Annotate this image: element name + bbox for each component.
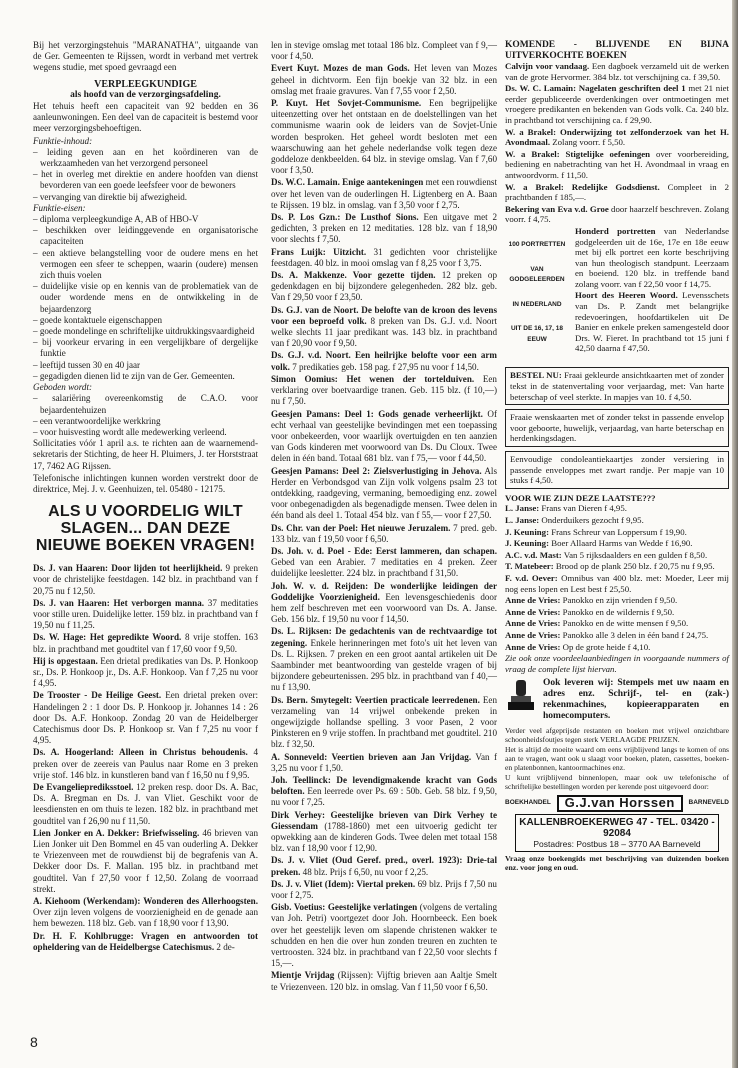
bestel-info: U kunt vrijblijvend binnenlopen, maar ook uw telefonische of schriftelijke bestellingen worden per kerende post uitgevoerd door: — [505, 773, 729, 792]
ad-label: UIT DE 16, 17, 18 EEUW — [510, 325, 564, 343]
vacancy-title: VERPLEEGKUNDIGE — [94, 78, 197, 90]
address-line-2: Postadres: Postbus 18 – 3770 AA Barneveld — [533, 838, 701, 849]
book-entry: A. Sonneveld: Veertien brieven aan Jan Vrijdag. Van f 3,25 nu voor f 1,50. — [271, 751, 497, 773]
store-logo: G.J.van Horssen — [557, 795, 683, 812]
portretten-text: Honderd portretten van Nederlandse godgeleerden uit de 16e, 17e en 18e eeuw met bij elk portret een korte beschrijving van hun theologisch standpunt. Leerzaam en boeiend. 120 blz. in treffende band zolang voorr. van f 22,50 voor f 14,75. Hoort des Heeren Woord. Levensschets van Ds. P. Zandt met belangrijke redevoeringen, hoofdartikelen uit De Banier en enkele preken samengesteld door Drs. W. Fieret. In prachtband tot 15 juni f 42,50 daarna f 47,50. — [575, 225, 729, 354]
book-entry: Calvijn voor vandaag. Een dagboek verzameld uit de werken van de grote Hervormer. 384 blz. tot verschijning ca. f 39,50. — [505, 61, 729, 82]
laatste-item: F. v.d. Oever: Omnibus van 400 blz. met: Moeder, Leer mij nog eens lopen en Lest best f 25,50. — [505, 572, 729, 594]
zie-ook: Zie ook onze voordeelaanbiedingen in voorgaande nummers of vraag de complete lijst hiervan. — [505, 653, 729, 674]
book-entry: Evert Kuyt. Mozes de man Gods. Het leven van Mozes geheel in dichtvorm. Een fijn boekje van 32 blz. in een omslag met fraaie gravures. Van f 7,55 voor f 2,50. — [271, 63, 497, 96]
book-entry: Ds. G.J. van de Noort. De belofte van de kroon des levens voor een beproefd volk. 8 preken van Ds. G.J. v.d. Noort welke slechts 11 jaar predikant was. 143 blz. in prachtband van f 20,90 voor f 9,50. — [271, 304, 497, 349]
book-entry: Lien Jonker en A. Dekker: Briefwisseling. 46 brieven van Lien Jonker uit Den Bommel en 45 van ouderling A. Dekker te Vriezenveen met de rouwdienst bij de begrafenis van A. Dekker door Ds. F. Mallan. 195 blz. in prachtband met goudtitel. Van f 27,50 voor f 12,50. Zolang de voorraad strekt. — [33, 827, 259, 894]
book-entry: Dirk Verhey: Geestelijke brieven van Dirk Verhey te Giessendam (1788-1860) met een uitvoerig gedicht ter opwekking aan de kinderen Gods. Twee delen met totaal 158 blz. van f 18,90 voor f 12,90. — [271, 809, 497, 854]
book-entry: Ds. Bern. Smytegelt: Veertien practicale leerredenen. Een verzameling van 14 vrijwel onbekende preken in ongewijzigde hollandse spelling. 3 voor Pasen, 2 voor Pinksteren en 9 vrije stoffen. In prachtband met goudtitel. 210 blz. f 32,50. — [271, 694, 497, 750]
book-entry: P. Kuyt. Het Sovjet-Communisme. Een begrijpelijke uiteenzetting over het ontstaan en de doelstellingen van het communisme waarin ook de leiders van de Sovjet-Unie worden besproken. Het geheel wordt besloten met een waarschuwing aan het gehele nederlandse volk tegen deze goddeloze denkbeelden. 64 blz. in stevige omslag. Van f 7,60 voor f 3,50. — [271, 98, 497, 176]
book-entry: W. a Brakel: Redelijke Godsdienst. Compleet in 2 prachtbanden f 185,—. — [505, 181, 729, 203]
address-line-1: KALLENBROEKERWEG 47 - TEL. 03420 - 92084 — [519, 816, 715, 839]
list-item: – goede mondelinge en schriftelijke uitdrukkingsvaardigheid — [33, 326, 258, 337]
list-item: – diploma verpleegkundige A, AB of HBO-V — [33, 214, 258, 225]
funktie-label: Funktie-inhoud: — [33, 135, 93, 146]
page-number: 8 — [30, 1034, 38, 1050]
wenskaarten-box: Fraaie wenskaarten met of zonder tekst in passende envelop voor geboorte, huwelijk, verjaardag, van harte beterschap en herdenkingsdagen. — [505, 409, 729, 447]
headline: ALS U VOORDELIG WILT SLAGEN... DAN DEZE NIEUWE BOEKEN VRAGEN! — [35, 503, 256, 555]
book-entry: Joh. Teellinck: De levendigmakende kracht van Gods beloften. Een leerrede over Ps. 69 : 50b. Geb. 58 blz. f 9,50, nu voor f 7,25. — [271, 775, 497, 808]
footer-note: Vraag onze boekengids met beschrijving van duizenden boeken enz. voor jong en oud. — [505, 853, 729, 873]
book-entry: A. Kiehoom (Werkendam): Wonderen des Allerhoogsten. Over zijn leven volgens de voorzienigheid en de genade aan hem bewezen. 118 blz. Geb. van f 18,90 voor f 13,90. — [33, 896, 258, 929]
book-entry: Ds. G.J. v.d. Noort. Een heilrijke belofte voor een arm volk. 7 predikaties geb. 158 pag. f 27,95 nu voor f 14,50. — [271, 350, 497, 372]
list-item: – een aktieve belangstelling voor de oudere mens en het vermogen een sfeer te scheppen, waarin (oudere) mensen zich thuis voelen — [33, 248, 258, 282]
laatste-item: J. Keuning: Frans Schreur van Loppersum f 19,90. — [505, 526, 687, 537]
laatste-item: Anne de Vries: Panokko en zijn vrienden f 9,50. — [505, 595, 678, 606]
book-entry: Ds. W. C. Lamain: Nagelaten geschriften deel 1 met 21 niet eerder gepubliceerde overdenkingen over ontmoetingen met vroegere predikanten en bekenden van Gods volk. Ca. 240 blz. in prachtband tot verschijning ca. f 29,90. — [505, 83, 729, 125]
book-entry: Geesjen Pamans: Deel 2: Zielsverlustiging in Jehova. Als Herder en Verbondsgod van Zijn volk volgens psalm 23 tot ontdekking, raadgeving, vermaning, bemoediging enz. zowel voor onbegenadigden als begenadigde mensen. Twee delen in één band als deel 1. Totaal 454 blz. van f 55,— voor f 27,50. — [271, 465, 497, 521]
book-entry: Simon Oomius: Het wenen der tortelduiven. Een verklaring over boetvaardige tranen. Geb. 115 blz. (f 10,—) nu f 7,50. — [271, 373, 497, 407]
laatste-item: L. Janse: Onderduikers gezocht f 9,95. — [505, 515, 644, 525]
list-item: – beschikken over leidinggevende en organisatorische capaciteiten — [33, 225, 258, 247]
eisen-list — [33, 214, 258, 382]
column-1 — [33, 40, 258, 954]
book-entry: W. a Brakel: Stigtelijke oefeningen over voorbereiding, bediening en nabetrachting van het H. Avondmaal in vraag en antwoordvorm. f 11,50. — [505, 148, 729, 180]
komende-header: KOMENDE - BLIJVENDE EN BIJNA UITVERKOCHTE BOEKEN — [505, 40, 729, 61]
condoleance-box: Eenvoudige condoleantiekaartjes zonder versiering in passende enveloppes met zwart randje. Per mapje van 10 stuks f 4,50. — [505, 451, 729, 489]
book-entry: Ds. W.C. Lamain. Enige aantekeningen met een rouwdienst over het leven van de ouderlingen H. Ligtenberg en A. Baan te Rijssen. 19 blz. in omslag. van f 3,50 voor f 2,75. — [271, 177, 497, 210]
store-left: BOEKHANDEL — [505, 799, 551, 807]
eisen-label: Funktie-eisen: — [33, 202, 86, 213]
laatste-item: T. Matebeer: Brood op de plank 250 blz. f 20,75 nu f 9,95. — [505, 561, 715, 572]
book-entry: Hij is opgestaan. Een drietal predikaties van Ds. P. Honkoop sr., Ds. P. Honkoop jr., Ds. A.F. Honkoop. Van f 7,25 nu voor f 4,95. — [33, 655, 259, 689]
ad-label: VAN GODGELEERDEN — [509, 265, 565, 284]
sollicitaties: Sollicitaties vóór 1 april a.s. te richten aan de waarnemend-sekretaris der Stichting, de heer H. Pluimers, J. ter Horststraat 17, 7462 AG Rijssen. — [33, 438, 259, 471]
book-entry: De Trooster - De Heilige Geest. Een drietal preken over: Handelingen 2 : 1 door Ds. P. Honkoop jr. Johannes 14 : 26 door Ds. A.F. Honkoop. Zondag 20 van de Heidelberger Catechismus door Ds. P. Honkoop sr. Van f 7,25 nu voor f 4,95. — [33, 690, 258, 746]
list-item: – voor huisvesting wordt alle medewerking verleend. — [33, 427, 258, 438]
book-entry: Ds. A. Makkenze. Voor gezette tijden. 12 preken op gedenkdagen en bij bijzondere gelegenheden. 282 blz. geb. Van f 29,50 voor f 23,50. — [271, 270, 498, 303]
laatste-item: L. Janse: Frans van Dieren f 4,95. — [505, 503, 627, 514]
laatste-item: Anne de Vries: Panokko en de wildernis f 9,50. — [505, 606, 675, 617]
column-3 — [505, 40, 729, 873]
page-edge — [732, 0, 738, 1068]
list-item: – leeftijd tussen 30 en 40 jaar — [33, 360, 258, 371]
book-entry: Gisb. Voetius: Geestelijke verlatingen (volgens de vertaling van Joh. Petri) voortgezet door Joh. Hoornbeeck. Een boek over het geestelijk leven om slapende christenen wakker te schudden en hen die over hun zonden treuren en zuchten te vertroosten. 324 blz. in prachtband van f 22,50 voor slechts f 15,—. — [271, 902, 497, 969]
stamp-icon — [505, 678, 537, 718]
book-entry: Ds. Chr. van der Poel: Het nieuwe Jeruzalem. 7 pred. geb. 133 blz. van f 19,50 voor f 6,50. — [271, 522, 498, 544]
laatste-item: A.C. v.d. Mast: Van 5 rijksdaalders en een gulden f 8,50. — [505, 549, 708, 560]
book-entry: Geesjen Pamans: Deel 1: Gods genade verheerlijkt. Of echt verhaal van geestelijke bevindingen met een toepassing voor onbekeerden, voor waarlijk overtuigden en ten aanzien van Gods kinderen met voorwoord van Ds. Du Cloux. Twee delen in één band. Totaal 681 blz. van f 75,— voor f 44,50. — [271, 408, 498, 464]
funktie-list — [33, 147, 258, 203]
book-entry: De Evangelieprediksstoel. 12 preken resp. door Ds. A. Bac, Ds. A. Bregman en Ds. J. van Vliet. Geschikt voor de leesdiensten en om thuis te lezen. 182 blz. in prachtband met goudtitel van f 26,90 nu f 11,50. — [33, 781, 258, 826]
capacity-text: Het tehuis heeft een capaciteit van 92 bedden en 36 aanleunwoningen. Een deel van de capaciteit is bestemd voor meer verzorgingsbehoeftigen. — [33, 101, 258, 134]
list-item: – goede kontaktuele eigenschappen — [33, 315, 258, 326]
portretten-ad — [505, 226, 729, 360]
stempel-ad — [505, 678, 729, 722]
adres-info: Het is altijd de moeite waard om eens vrijblijvend langs te komen of ons aan te vragen, want ook u slaagt voor boeken, platen, cassettes, boeken- en platenbonnen, kantoormachines enz. — [505, 745, 729, 773]
book-entry: Ds. W. Hage: Het gepredikte Woord. 8 vrije stoffen. 163 blz. in prachtband met goudtitel van f 17,60 voor f 9,50. — [33, 632, 258, 654]
verder-text: Verder veel afgeprijsde restanten en boeken met vrijwel onzichtbare schoonheidsfoutjes tegen sterk VERLAAGDE PRIJZEN. — [505, 726, 729, 745]
laatste-title: VOOR WIE ZIJN DEZE LAATSTE??? — [505, 492, 656, 503]
book-list-1 — [33, 563, 258, 953]
telefonisch: Telefonische inlichtingen kunnen worden verstrekt door de direktrice, Mej. J. v. Geenhuizen, tel. 05480 - 12175. — [33, 472, 258, 494]
geboden-label: Geboden wordt: — [33, 382, 93, 393]
book-entry: Dr. H. F. Kohlbrugge: Vragen en antwoorden tot opheldering van de Heidelbergse Catechismus. 2 de- — [33, 930, 258, 952]
laatste-item: J. Keuning: Boer Allaard Harms van Wedde f 16,90. — [505, 538, 693, 549]
store-right: BARNEVELD — [688, 799, 729, 807]
list-item: – een verantwoordelijke werkkring — [33, 416, 258, 427]
book-entry: Ds. J. v. Vliet (Oud Geref. pred., overl. 1923): Drie-tal preken. 48 blz. Prijs f 6,50, nu voor f 2,25. — [271, 855, 497, 877]
list-item: – vervanging van direktie bij afwezigheid. — [33, 192, 258, 203]
store-address — [515, 814, 719, 852]
book-entry: Ds. A. Hoogerland: Alleen in Christus behoudenis. 4 preken over de zeereis van Paulus naar Rome en 3 preken vrije stof. 146 blz. in kunstleren band van f 16,50 nu f 9,95. — [33, 747, 258, 780]
book-entry: len in stevige omslag met totaal 186 blz. Compleet van f 9,— voor f 4,50. — [271, 40, 497, 62]
column-2 — [271, 40, 497, 994]
list-item: – duidelijke visie op en kennis van de problematiek van de ouder wordende mens en de ontwikkeling in de bejaardenzorg — [33, 281, 258, 315]
book-entry: Ds. Joh. v. d. Poel - Ede: Eerst lammeren, dan schapen. Gebed van een Arabier. 7 meditaties en 4 preken. Zeer duidelijke leesletter. 224 blz. in prachtband f 31,50. — [271, 545, 497, 579]
book-entry: W. a Brakel: Onderwijzing tot zelfonderzoek van het H. Avondmaal. Zolang voorr. f 5,50. — [505, 126, 729, 148]
geboden-list — [33, 393, 258, 438]
list-item: – gegadigden dienen lid te zijn van de Ger. Gemeenten. — [33, 371, 258, 382]
stempel-text: Ook leveren wij: Stempels met uw naam en adres enz. Schrijf-, tel- en (zak-) rekenmachines, kopieerapparaten en homecomputers. — [543, 678, 729, 722]
book-entry: Ds. J. v. Vliet (Idem): Viertal preken. 69 blz. Prijs f 7,50 nu voor f 2,75. — [271, 878, 497, 901]
laatste-item: Anne de Vries: Panokko alle 3 delen in één band f 24,75. — [505, 629, 709, 640]
book-entry: Ds. L. Rijksen: De gedachtenis van de rechtvaardige tot zegening. Enkele herinneringen met foto's uit het leven van Ds. L. Rijksen. 7 preken en een groot aantal artikelen uit De Saambinder met beantwoording van gestelde vragen of bij bijzondere gebeurtenissen. 295 blz. in prachtband van f 40,— nu f 13,90. — [271, 626, 497, 693]
ad-label: 100 PORTRETTEN — [508, 240, 566, 248]
book-entry: Joh. W. v. d. Reijden: De wonderlijke leidingen der Goddelijke Voorzienigheid. Een levensgeschiedenis door hem zelf beschreven met een voorwoord van Ds. A. Janse. Geb. 156 blz. f 19,50 nu voor f 14,50. — [271, 580, 497, 625]
vacancy-subtitle: als hoofd van de verzorgingsafdeling. — [70, 89, 221, 100]
list-item: – het in overleg met direktie en andere hoofden van dienst bevorderen van een goede leefsfeer voor de bewoners — [33, 169, 258, 191]
intro: Bij het verzorgingstehuis "MARANATHA", uitgaande van de Ger. Gemeenten te Rijssen, wordt in verband met vertrek wegens studie, met spoed gevraagd een — [33, 40, 258, 73]
book-entry: Ds. P. Los Gzn.: De Lusthof Sions. Een uitgave met 2 gedichten, 3 preken en 12 meditaties. 128 blz. van f 18,90 voor slechts f 7,50. — [271, 212, 497, 245]
book-entry: Frans Luijk: Uitzicht. 31 gedichten voor christelijke feestdagen. 40 blz. in mooi omslag van f 8,25 voor f 3,75. — [271, 246, 497, 268]
laatste-item: Anne de Vries: Panokko en de witte mensen f 9,50. — [505, 618, 689, 629]
list-item: – salariëring overeenkomstig de C.A.O. voor bejaardentehuizen — [33, 393, 258, 415]
bestel-box: BESTEL NU: Fraai gekleurde ansichtkaarten met of zonder tekst in de statenvertaling voor verjaardag, met: Van harte beterschap of veel sterkte. In mapjes van 10. f 4,50. — [505, 367, 729, 405]
book-entry: Ds. J. van Haaren: Het verborgen manna. 37 meditaties voor stille uren. Duidelijke letter. 159 blz. in prachtband van f 19,50 nu f 11,25. — [33, 597, 259, 631]
laatste-item: Anne de Vries: Op de grote heide f 4,10. — [505, 641, 651, 652]
list-item: – bij voorkeur ervaring in een vergelijkbare of dergelijke funktie — [33, 337, 258, 359]
store-bar — [505, 795, 729, 812]
portretten-ad-labels — [505, 226, 569, 360]
list-item: – leiding geven aan en het koördineren van de werkzaamheden van het verzorgend personeel — [33, 147, 258, 169]
ad-label: IN NEDERLAND — [512, 300, 562, 308]
book-entry: Ds. J. van Haaren: Door lijden tot heerlijkheid. 9 preken voor de christelijke feestdagen. 142 blz. in prachtband van f 20,75 nu f 12,50. — [33, 563, 258, 596]
book-entry: Bekering van Eva v.d. Groe door haarzelf beschreven. Zolang voorr. f 4,75. — [505, 203, 729, 225]
book-entry: Mientje Vrijdag (Rijssen): Vijftig brieven aan Aaltje Smelt te Vriezenveen. 120 blz. in omslag. Van f 11,50 voor f 6,50. — [271, 970, 497, 992]
